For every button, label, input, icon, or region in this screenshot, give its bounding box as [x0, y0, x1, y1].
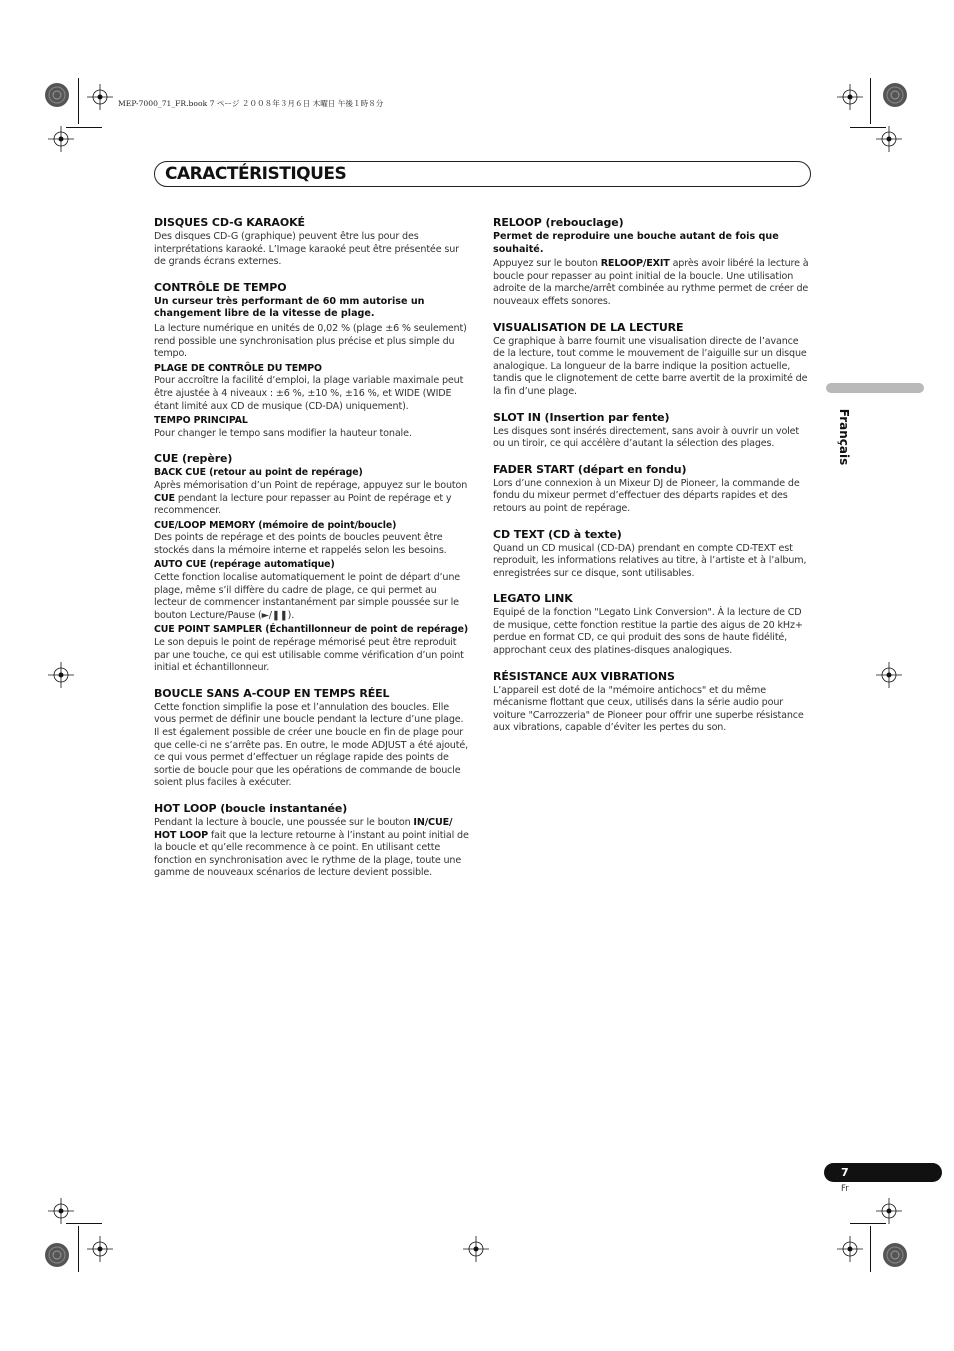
- section-heading: RÉSISTANCE AUX VIBRATIONS: [493, 669, 675, 683]
- section-heading: CUE (repère): [154, 452, 233, 466]
- crosshair-target-mark: [837, 1236, 863, 1262]
- section-vibrations: [493, 670, 810, 735]
- crosshair-target-mark: [463, 1236, 489, 1262]
- subsection-text: Après mémorisation d’un Point de repérage, appuyez sur le bouton CUE pendant la lecture pour repasser au Point de repérage et y recommencer.: [154, 479, 468, 517]
- section-heading: BOUCLE SANS A-COUP EN TEMPS RÉEL: [154, 686, 390, 700]
- section-lead: Permet de reproduire une bouche autant de fois que souhaité.: [493, 231, 779, 255]
- right-column: [493, 216, 810, 747]
- page-language-code: Fr: [841, 1184, 849, 1194]
- section-heading: FADER START (départ en fondu): [493, 462, 687, 476]
- subsection-heading: AUTO CUE (repérage automatique): [154, 559, 335, 571]
- subsection-text: Pour changer le tempo sans modifier la hauteur tonale.: [154, 427, 412, 439]
- print-info-line: MEP-7000_71_FR.book 7 ページ ２００８年３月６日 木曜日 午後１時８分: [118, 99, 384, 108]
- section-lead: Un curseur très performant de 60 mm autorise un changement libre de la vitesse de plage.: [154, 295, 425, 320]
- crop-line: [66, 1223, 102, 1224]
- crop-line: [78, 1226, 79, 1272]
- section-hot-loop: [154, 802, 471, 880]
- section-text: Ce graphique à barre fournit une visualisation directe de l’avance de la lecture, tout comme le mouvement de l’aiguille sur un disque analogique. La longueur de la barre indique la position actuelle, tandis que le clignotement de cette barre avertit de la proximité de la fin d’une plage.: [493, 335, 808, 397]
- page-title: CARACTÉRISTIQUES: [165, 164, 347, 184]
- language-tab-label: Français: [837, 408, 851, 466]
- left-column: [154, 216, 471, 892]
- page-number: 7: [841, 1166, 849, 1179]
- subsection-text: Le son depuis le point de repérage mémorisé peut être reproduit par une touche, ce qui est utilisable comme vérification d’un point initial et échantillonneur.: [154, 637, 464, 674]
- subsection-text: Cette fonction localise automatiquement le point de départ d’une plage, même s’il diffère du cadre de plage, ce qui permet au lecteur de commencer instantanément par simple poussée sur le bouton Lecture/Pause (►/❚❚).: [154, 572, 461, 621]
- section-legato-link: [493, 592, 810, 657]
- section-heading: HOT LOOP (boucle instantanée): [154, 801, 348, 815]
- subsection-heading: BACK CUE (retour au point de repérage): [154, 467, 363, 479]
- subsection-heading: CUE POINT SAMPLER (Échantillonneur de point de repérage): [154, 624, 469, 636]
- crop-line: [66, 127, 102, 128]
- section-heading: SLOT IN (Insertion par fente): [493, 410, 670, 424]
- crosshair-target-mark: [876, 126, 902, 152]
- page-number-badge: [824, 1163, 942, 1182]
- crop-line: [78, 78, 79, 124]
- section-text: Cette fonction simplifie la pose et l’annulation des boucles. Elle vous permet de définir une boucle pendant la lecture d’une plage. Il est également possible de créer une boucle en fin de plage pour que celle-ci ne s’arrête pas. En outre, le mode ADJUST a été ajouté, ce qui vous permet d’effectuer un réglage rapide des points de sortie de boucle pour que les opérations de commande de boucle soient plus faciles à exécuter.: [154, 701, 469, 789]
- section-text: Equipé de la fonction "Legato Link Conversion". À la lecture de CD de musique, cette fonction restitue la partie des aigus de 20 kHz+ perdue en format CD, ce qui produit des sons de haute fidélité, approchant ceux des platines-disques analogiques.: [493, 607, 803, 657]
- crosshair-target-mark: [87, 1236, 113, 1262]
- section-fader-start: [493, 463, 810, 516]
- crosshair-target-mark: [876, 1198, 902, 1224]
- section-text: Pendant la lecture à boucle, une poussée sur le bouton IN/CUE/ HOT LOOP fait que la lecture retourne à l’instant au point initial de la boucle et qu’elle recommence à ce point. En utilisant cette fonction en synchronisation avec le rythme de la plage, toute une gamme de nouveaux scénarios de lecture devient possible.: [154, 816, 469, 879]
- section-visualisation: [493, 321, 810, 399]
- crop-line: [870, 78, 871, 124]
- crosshair-target-mark: [48, 126, 74, 152]
- crop-line: [850, 127, 886, 128]
- section-tempo: [154, 281, 471, 441]
- crosshair-target-mark: [48, 1198, 74, 1224]
- section-text: Quand un CD musical (CD-DA) prendant en compte CD-TEXT est reproduit, les informations relatives au titre, à l’artiste et à l’album, enregistrées sur ce disque, sont utilisables.: [493, 542, 807, 579]
- section-heading: RELOOP (rebouclage): [493, 216, 624, 229]
- section-text: Les disques sont insérés directement, sans avoir à ouvrir un volet ou un tiroir, ce qui accélère d’autant la sélection des plages.: [493, 425, 800, 450]
- page-title-box: [154, 161, 811, 187]
- crosshair-target-mark: [876, 662, 902, 688]
- section-heading: VISUALISATION DE LA LECTURE: [493, 320, 684, 334]
- crop-line: [850, 1223, 886, 1224]
- section-heading: LEGATO LINK: [493, 592, 573, 606]
- registration-mark-bottom-left-disc: [44, 1242, 70, 1268]
- section-cd-text: [493, 528, 810, 581]
- registration-mark-bottom-right-disc: [882, 1242, 908, 1268]
- section-karaoke: [154, 216, 471, 269]
- subsection-heading: PLAGE DE CONTRÔLE DU TEMPO: [154, 362, 322, 374]
- section-text: L’appareil est doté de la "mémoire antichocs" et du même mécanisme flottant que ceux, utilisés dans la série audio pour voiture "Carrozzeria" de Pioneer pour offrir une superbe résistance aux vibrations, capable d’éviter les pertes du son.: [493, 684, 804, 734]
- crop-line: [870, 1226, 871, 1272]
- subsection-text: Pour accroître la facilité d’emploi, la plage variable maximale peut être ajustée à 4 niveaux : ±6 %, ±10 %, ±16 %, et WIDE (WIDE étant limité aux CD de musique (CD-DA) uniquement).: [154, 375, 464, 412]
- subsection-text: Des points de repérage et des points de boucles peuvent être stockés dans la mémoire interne et rappelés selon les besoins.: [154, 532, 447, 556]
- crosshair-target-mark: [87, 84, 113, 110]
- subsection-heading: CUE/LOOP MEMORY (mémoire de point/boucle): [154, 519, 397, 531]
- subsection-heading: TEMPO PRINCIPAL: [154, 415, 248, 427]
- section-heading: CD TEXT (CD à texte): [493, 527, 622, 541]
- section-heading: DISQUES CD-G KARAOKÉ: [154, 216, 305, 229]
- section-heading: CONTRÔLE DE TEMPO: [154, 280, 287, 294]
- registration-mark-top-left-disc: [44, 82, 70, 108]
- section-slot-in: [493, 411, 810, 451]
- section-text: Des disques CD-G (graphique) peuvent être lus pour des interprétations karaoké. L’Image karaoké peut être présentée sur de grands écrans externes.: [154, 231, 459, 268]
- crosshair-target-mark: [48, 662, 74, 688]
- crosshair-target-mark: [837, 84, 863, 110]
- section-text: Lors d’une connexion à un Mixeur DJ de Pioneer, la commande de fondu du mixeur permet d’effectuer des départs rapides et des retours au point de repérage.: [493, 477, 800, 514]
- registration-mark-top-right-disc: [882, 82, 908, 108]
- section-text: La lecture numérique en unités de 0,02 % (plage ±6 % seulement) rend possible une synchronisation plus précise et plus simple du tempo.: [154, 322, 467, 360]
- section-text: Appuyez sur le bouton RELOOP/EXIT après avoir libéré la lecture à boucle pour repasser au point initial de la boucle. Une utilisation adroite de la marche/arrêt combinée au rythme permet de créer de nouveaux effets sonores.: [493, 258, 809, 307]
- section-boucle: [154, 687, 471, 790]
- section-cue: [154, 452, 471, 675]
- language-tab-bar: [826, 383, 924, 393]
- section-reloop: [493, 216, 810, 309]
